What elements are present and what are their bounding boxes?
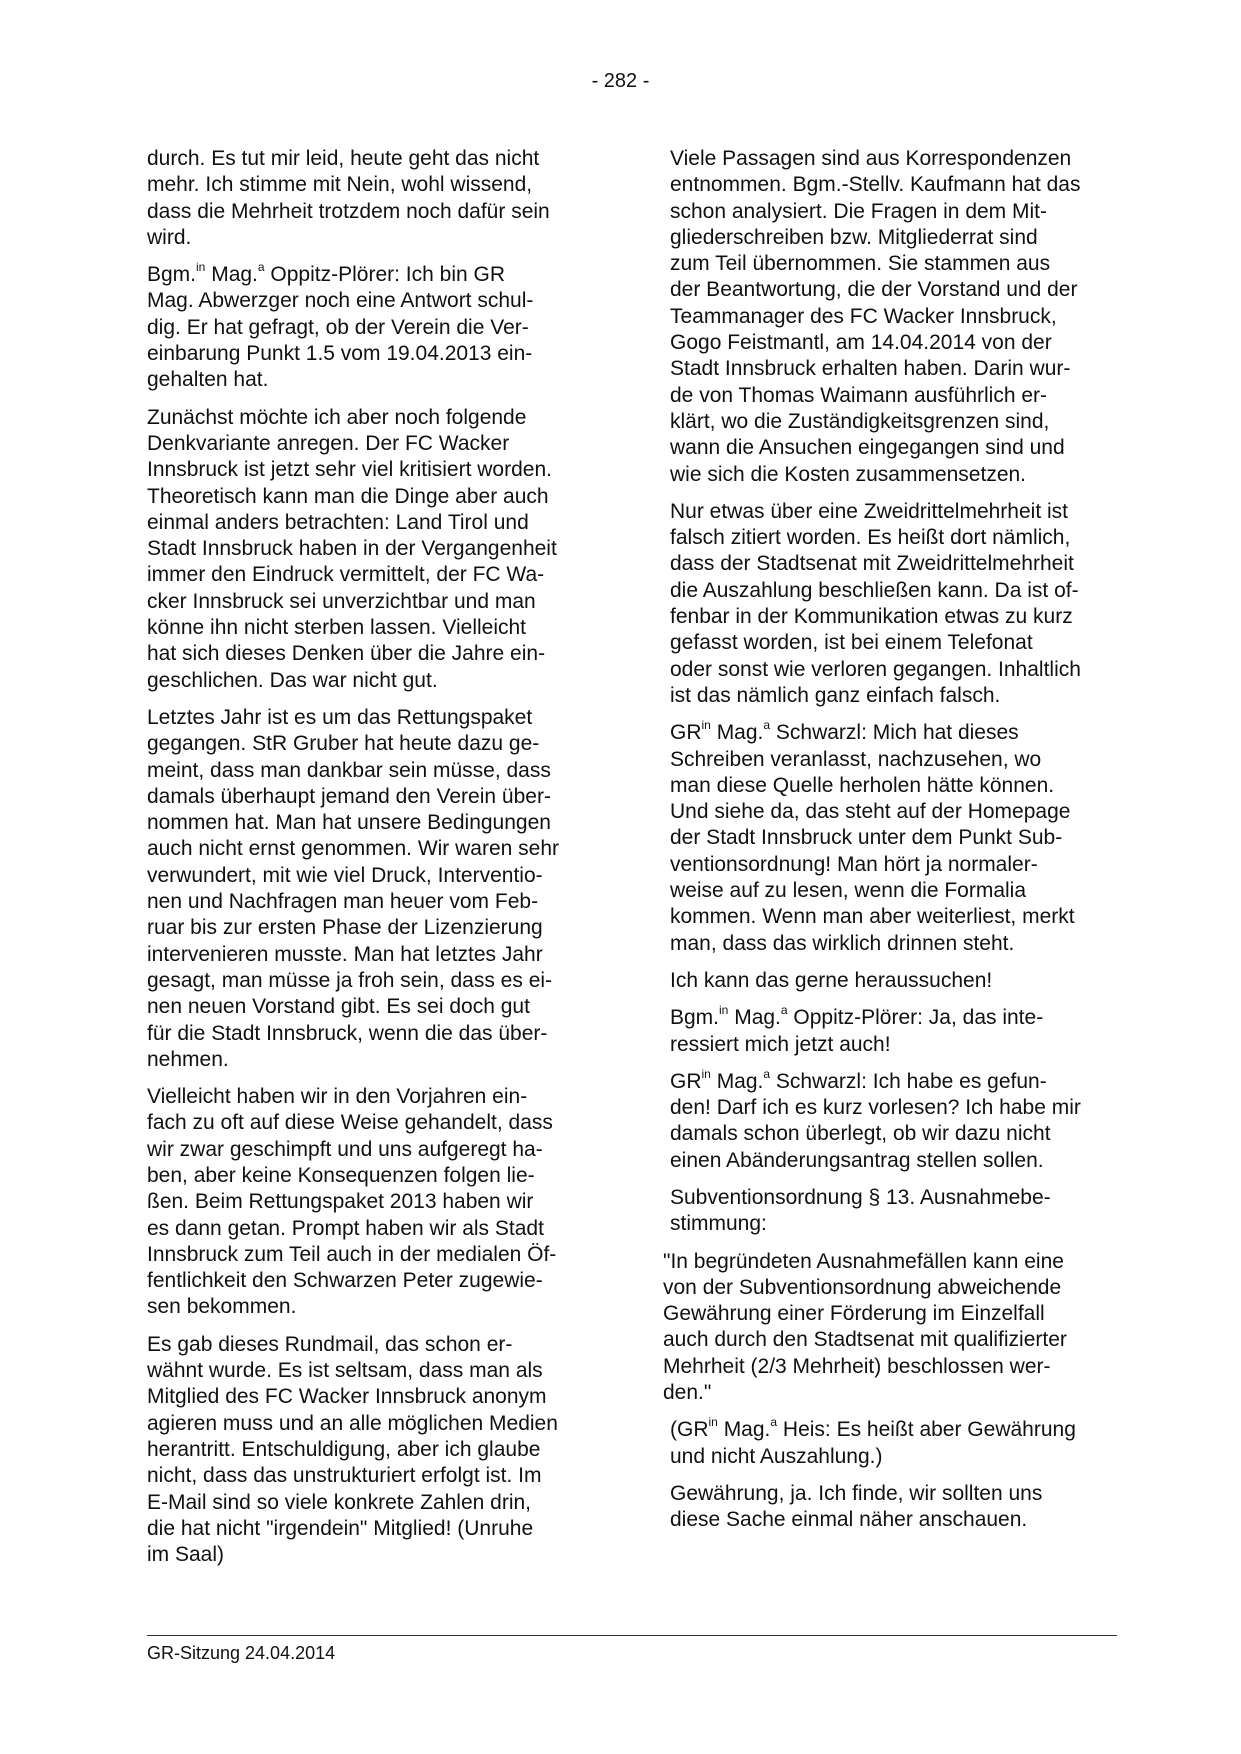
text-line: "In begründeten Ausnahmefällen kann eine (663, 1249, 1064, 1273)
text-line: falsch zitiert worden. Es heißt dort nämlich, (670, 526, 1071, 550)
text-line: agieren muss und an alle möglichen Medien (147, 1411, 558, 1435)
text-line: mehr. Ich stimme mit Nein, wohl wissend, (147, 173, 533, 197)
text-line: gegangen. StR Gruber hat heute dazu ge- (147, 732, 540, 756)
paragraph (147, 405, 597, 694)
footer-divider (147, 1635, 1117, 1636)
right-column (663, 146, 1120, 1545)
text-line: Stadt Innsbruck haben in der Vergangenheit (147, 537, 557, 561)
paragraph (663, 1249, 1120, 1407)
text-line: Theoretisch kann man die Dinge aber auch (147, 484, 549, 508)
text-line: zum Teil übernommen. Sie stammen aus (670, 252, 1051, 276)
text-line: die hat nicht "irgendein" Mitglied! (Unruhe (147, 1516, 534, 1540)
text-line: Mag. Abwerzger noch eine Antwort schul- (147, 289, 534, 313)
text-line: immer den Eindruck vermittelt, der FC Wa- (147, 563, 545, 587)
text-line: nen neuen Vorstand gibt. Es sei doch gut (147, 995, 530, 1019)
text-line: weise auf zu lesen, wenn die Formalia (670, 879, 1027, 903)
text-line: Innsbruck ist jetzt sehr viel kritisiert worden. (147, 458, 552, 482)
text-line: Gogo Feistmantl, am 14.04.2014 von der (670, 331, 1052, 355)
text-line: dass die Mehrheit trotzdem noch dafür sein (147, 199, 550, 223)
text-line: Stadt Innsbruck erhalten haben. Darin wur- (670, 357, 1071, 381)
text-line: gesagt, man müsse ja froh sein, dass es ei- (147, 968, 553, 992)
text-line: ist das nämlich ganz einfach falsch. (670, 683, 1001, 707)
text-line: wähnt wurde. Es ist seltsam, dass man als (147, 1359, 543, 1383)
text-line: oder sonst wie verloren gegangen. Inhaltlich (670, 657, 1081, 681)
text-line: de von Thomas Waimann ausführlich er- (670, 383, 1048, 407)
text-line: der Beantwortung, die der Vorstand und der (670, 278, 1078, 302)
text-line: ressiert mich jetzt auch! (670, 1032, 891, 1056)
paragraph (670, 146, 1120, 488)
text-line: den." (663, 1381, 712, 1405)
text-line: ßen. Beim Rettungspaket 2013 haben wir (147, 1190, 534, 1214)
paragraph (670, 1005, 1120, 1058)
text-line: durch. Es tut mir leid, heute geht das nicht (147, 147, 540, 170)
text-line: für die Stadt Innsbruck, wenn die das über- (147, 1021, 548, 1045)
text-line: Und siehe da, das steht auf der Homepage (670, 800, 1071, 824)
text-line: entnommen. Bgm.-Stellv. Kaufmann hat das (670, 173, 1081, 197)
text-line: $GR^{in}$ Mag.$^a$ Schwarzl: Mich hat dieses (670, 718, 1019, 745)
text-line: man diese Quelle herholen hätte können. (670, 773, 1055, 797)
text-line: Innsbruck zum Teil auch in der medialen Öf- (147, 1242, 557, 1266)
text-line: geschlichen. Das war nicht gut. (147, 668, 438, 692)
text-line: wird. (147, 225, 192, 249)
text-line: nicht, dass das unstrukturiert erfolgt ist. Im (147, 1464, 542, 1488)
text-line: herantritt. Entschuldigung, aber ich glaube (147, 1437, 541, 1461)
text-line: Schreiben veranlasst, nachzusehen, wo (670, 747, 1042, 771)
text-line: könne ihn nicht sterben lassen. Vielleicht (147, 616, 527, 640)
text-line: wann die Ansuchen eingegangen sind und (670, 436, 1065, 460)
text-line: Denkvariante anregen. Der FC Wacker (147, 431, 510, 455)
text-line: stimmung: (670, 1212, 767, 1236)
text-line: Viele Passagen sind aus Korrespondenzen (670, 147, 1072, 170)
text-line: dig. Er hat gefragt, ob der Verein die Ver- (147, 315, 529, 339)
footer-session-label: GR-Sitzung 24.04.2014 (147, 1643, 336, 1663)
page-number: - 282 - (591, 70, 650, 92)
paragraph (670, 1417, 1120, 1470)
text-line: auch durch den Stadtsenat mit qualifizierter (663, 1328, 1067, 1352)
text-line: Vielleicht haben wir in den Vorjahren ein- (147, 1085, 528, 1109)
text-line: E-Mail sind so viele konkrete Zahlen drin, (147, 1490, 532, 1514)
text-line: den! Darf ich es kurz vorlesen? Ich habe mir (670, 1096, 1081, 1120)
text-line: gefasst worden, ist bei einem Telefonat (670, 631, 1033, 655)
paragraph (670, 1066, 1120, 1174)
text-line: es dann getan. Prompt haben wir als Stadt (147, 1216, 544, 1240)
text-line: Letztes Jahr ist es um das Rettungspaket (147, 705, 533, 729)
text-line: damals überhaupt jemand den Verein über- (147, 784, 551, 808)
text-line: Teammanager des FC Wacker Innsbruck, (670, 304, 1057, 328)
paragraph (670, 968, 1120, 994)
text-line: auch nicht ernst genommen. Wir waren sehr (147, 837, 560, 861)
text-line: Nur etwas über eine Zweidrittelmehrheit ist (670, 499, 1068, 523)
text-line: nehmen. (147, 1047, 229, 1071)
text-line: Gewährung einer Förderung im Einzelfall (663, 1302, 1045, 1326)
text-line: verwundert, mit wie viel Druck, Interventio- (147, 863, 543, 887)
text-line: ventionsordnung! Man hört ja normaler- (670, 852, 1038, 876)
paragraph (670, 499, 1120, 709)
text-line: nommen hat. Man hat unsere Bedingungen (147, 811, 551, 835)
speaker-name: $GR^{in}$ Mag.$^a$ Schwarzl: (670, 1066, 867, 1093)
text-line: damals schon überlegt, ob wir dazu nicht (670, 1122, 1051, 1146)
text-line: von der Subventionsordnung abweichende (663, 1275, 1062, 1299)
text-line: Mitglied des FC Wacker Innsbruck anonym (147, 1385, 547, 1409)
text-line: im Saal) (147, 1543, 225, 1567)
text-line: Ich kann das gerne heraussuchen! (670, 968, 993, 992)
text-line: meint, dass man dankbar sein müsse, dass (147, 758, 551, 782)
text-line: ruar bis zur ersten Phase der Lizenzierung (147, 916, 543, 940)
paragraph (147, 262, 597, 393)
paragraph (670, 1185, 1120, 1238)
speaker-name: Bgm.$^{in}$ Mag.$^a$ Oppitz-Plörer: (670, 1003, 923, 1030)
text-line: Bgm.$^{in}$ Mag.$^a$ Oppitz-Plörer: Ich bin GR (147, 260, 506, 287)
text-line: Bgm.$^{in}$ Mag.$^a$ Oppitz-Plörer: Ja, das inte- (670, 1003, 1044, 1030)
text-line: hat sich dieses Denken über die Jahre ein- (147, 642, 546, 666)
left-column (147, 146, 597, 1579)
text-line: fenbar in der Kommunikation etwas zu kurz (670, 605, 1073, 629)
text-line: kommen. Wenn man aber weiterliest, merkt (670, 905, 1075, 929)
paragraph (147, 705, 597, 1073)
text-line: einmal anders betrachten: Land Tirol und (147, 510, 529, 534)
text-line: wie sich die Kosten zusammensetzen. (670, 462, 1027, 486)
text-line: Mehrheit (2/3 Mehrheit) beschlossen wer- (663, 1354, 1051, 1378)
paragraph (670, 720, 1120, 957)
text-line: Zunächst möchte ich aber noch folgende (147, 405, 527, 429)
paragraph (670, 1481, 1120, 1534)
text-line: fentlichkeit den Schwarzen Peter zugewie- (147, 1269, 543, 1293)
text-line: klärt, wo die Zuständigkeitsgrenzen sind, (670, 409, 1050, 433)
text-line: nen und Nachfragen man heuer vom Feb- (147, 890, 539, 914)
text-line: Es gab dieses Rundmail, das schon er- (147, 1332, 513, 1356)
speaker-name: $GR^{in}$ Mag.$^a$ Schwarzl: (670, 718, 867, 745)
text-line: diese Sache einmal näher anschauen. (670, 1508, 1028, 1532)
paragraph (147, 146, 597, 251)
text-line: einen Abänderungsantrag stellen sollen. (670, 1148, 1044, 1172)
speaker-name: Bgm.$^{in}$ Mag.$^a$ Oppitz-Plörer: (147, 260, 400, 287)
text-line: man, dass das wirklich drinnen steht. (670, 931, 1015, 955)
text-line: fach zu oft auf diese Weise gehandelt, dass (147, 1111, 553, 1135)
text-line: ben, aber keine Konsequenzen folgen lie- (147, 1163, 535, 1187)
text-line: gehalten hat. (147, 368, 269, 392)
text-line: schon analysiert. Die Fragen in dem Mit- (670, 199, 1047, 223)
text-line: $GR^{in}$ Mag.$^a$ Schwarzl: Ich habe es gefun- (670, 1066, 1047, 1093)
text-line: dass der Stadtsenat mit Zweidrittelmehrheit (670, 552, 1074, 576)
text-line: wir zwar geschimpft und uns aufgeregt ha- (147, 1137, 543, 1161)
text-line: Gewährung, ja. Ich finde, wir sollten uns (670, 1481, 1043, 1505)
paragraph (147, 1332, 597, 1569)
text-line: einbarung Punkt 1.5 vom 19.04.2013 ein- (147, 342, 533, 366)
text-line: cker Innsbruck sei unverzichtbar und man (147, 589, 536, 613)
text-line: sen bekommen. (147, 1295, 297, 1319)
text-line: der Stadt Innsbruck unter dem Punkt Sub- (670, 826, 1063, 850)
text-line: Subventionsordnung § 13. Ausnahmebe- (670, 1185, 1051, 1209)
text-line: die Auszahlung beschließen kann. Da ist of- (670, 578, 1079, 602)
paragraph (147, 1084, 597, 1321)
text-line: ($GR^{in}$ Mag.$^a$ Heis: Es heißt aber Gewährung (670, 1415, 1076, 1442)
text-line: intervenieren musste. Man hat letztes Jahr (147, 942, 543, 966)
text-line: gliederschreiben bzw. Mitgliederrat sind (670, 225, 1038, 249)
text-line: und nicht Auszahlung.) (670, 1444, 883, 1468)
